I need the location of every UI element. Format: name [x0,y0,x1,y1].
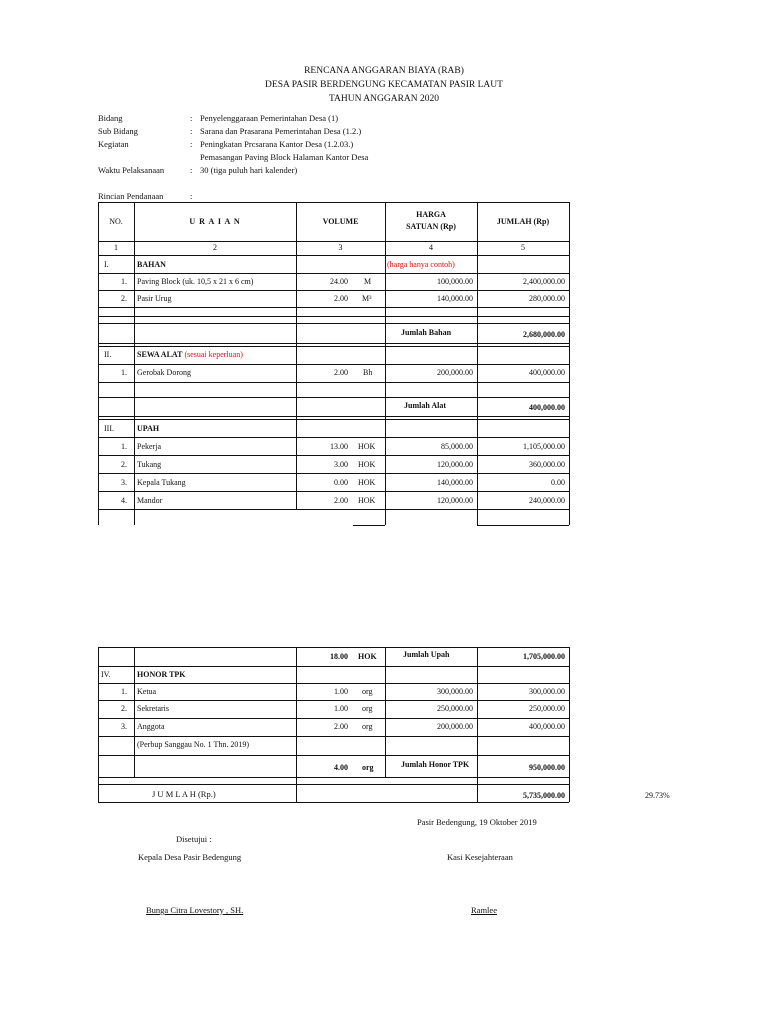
item-unit: M³ [362,294,372,303]
sub-bidang-label: Sub Bidang [98,126,138,136]
subtotal-value: 2,680,000.00 [523,330,565,339]
item-unit: org [362,722,373,731]
section-note: (sesuai keperluan) [184,350,243,359]
col-number: 3 [338,243,343,252]
subtotal-value: 400,000.00 [529,403,565,412]
row-number: 3. [121,478,127,487]
section-number: III. [104,424,114,433]
subtotal-qty: 18.00 [330,652,348,661]
section-number: I. [104,260,109,269]
row-number: 2. [121,460,127,469]
doc-subtitle: DESA PASIR BERDENGUNG KECAMATAN PASIR LAUT [265,80,503,90]
sub-bidang-value: Sarana dan Prasarana Pemerintahan Desa (1.2.) [200,126,362,136]
item-qty: 13.00 [330,442,348,451]
row-number: 2. [121,704,127,713]
item-price: 140,000.00 [437,478,473,487]
col-number: 5 [521,243,525,252]
item-unit: HOK [358,442,376,451]
grand-total-label: J U M L A H (Rp.) [152,789,216,799]
item-total: 240,000.00 [529,496,565,505]
place-date: Pasir Bedengung, 19 Oktober 2019 [417,817,537,827]
item-qty: 2.00 [334,368,348,377]
item-price: 85,000.00 [441,442,473,451]
col-header-uraian: U R A I A N [189,217,241,226]
col-header-volume: VOLUME [322,217,359,226]
left-signatory-title: Kepala Desa Pasir Bedengung [138,852,242,862]
item-name: Gerobak Dorong [137,368,191,377]
item-qty: 1.00 [334,687,348,696]
kegiatan-value-2: Pemasangan Paving Block Halaman Kantor Desa [200,152,369,162]
item-qty: 2.00 [334,496,348,505]
item-unit: org [362,704,373,713]
row-number: 1. [121,368,127,377]
row-number: 4. [121,496,127,505]
bidang-value: Penyelenggaraan Pemerintahan Desa (1) [200,113,339,123]
item-unit: HOK [358,460,376,469]
subtotal-label: Jumlah Bahan [401,328,452,337]
item-price: 200,000.00 [437,368,473,377]
waktu-value: 30 (tiga puluh hari kalender) [200,165,298,175]
item-total: 360,000.00 [529,460,565,469]
item-name: Paving Block (uk. 10,5 x 21 x 6 cm) [137,277,254,286]
waktu-label: Waktu Pelaksanaan [98,165,165,175]
subtotal-qty: 4.00 [334,763,348,772]
item-name: Mandor [137,496,163,505]
colon: : [190,191,193,201]
item-name: Kepala Tukang [137,478,186,487]
item-price: 100,000.00 [437,277,473,286]
grand-total-value: 5,735,000.00 [523,791,565,800]
col-number: 2 [213,243,217,252]
kegiatan-value: Peningkatan Prcsarana Kantor Desa (1.2.03.) [200,139,354,149]
item-total: 400,000.00 [529,722,565,731]
colon: : [190,139,193,149]
subtotal-value: 1,705,000.00 [523,652,565,661]
item-qty: 24.00 [330,277,348,286]
item-qty: 3.00 [334,460,348,469]
subtotal-unit: org [362,763,374,772]
col-header-jumlah: JUMLAH (Rp) [496,217,550,226]
section-title-honor: HONOR TPK [137,670,186,679]
right-signatory-title: Kasi Kesejahteraan [447,852,513,862]
row-number: 1. [121,277,127,286]
item-unit: HOK [358,478,376,487]
doc-year: TAHUN ANGGARAN 2020 [328,94,440,104]
section-title-alat [137,350,243,359]
percentage-value: 29.73% [645,791,670,800]
item-qty: 2.00 [334,294,348,303]
subtotal-unit: HOK [358,652,377,661]
kegiatan-label: Kegiatan [98,139,129,149]
item-total: 2,400,000.00 [523,277,565,286]
subtotal-value: 950,000.00 [529,763,565,772]
price-note: (harga hanya contoh) [387,260,455,269]
item-price: 120,000.00 [437,460,473,469]
col-header-satuan: SATUAN (Rp) [406,222,456,231]
item-total: 280,000.00 [529,294,565,303]
item-total: 1,105,000.00 [523,442,565,451]
item-qty: 2.00 [334,722,348,731]
section-number: IV. [101,670,111,679]
item-name: Pasir Urug [137,294,172,303]
subtotal-label: Jumlah Honor TPK [401,760,470,769]
colon: : [190,113,193,123]
item-name: Ketua [137,687,157,696]
left-signatory-name: Bunga Citra Lovestory , SH. [146,905,244,915]
col-number: 4 [429,243,433,252]
item-price: 300,000.00 [437,687,473,696]
section-title-bahan: BAHAN [137,260,166,269]
item-qty: 0.00 [334,478,348,487]
item-qty: 1.00 [334,704,348,713]
approved-label: Disetujui : [176,834,212,844]
colon: : [190,126,193,136]
item-unit: Bh [363,368,373,377]
regulation-note: (Perbup Sanggau No. 1 Thn. 2019) [137,740,250,749]
item-unit: HOK [358,496,376,505]
item-total: 250,000.00 [529,704,565,713]
subtotal-label: Jumlah Alat [404,401,447,410]
subtotal-label: Jumlah Upah [403,650,450,659]
item-name: Sekretaris [137,704,169,713]
item-total: 400,000.00 [529,368,565,377]
item-name: Tukang [137,460,162,469]
item-price: 120,000.00 [437,496,473,505]
item-unit: org [362,687,373,696]
col-number: 1 [114,243,118,252]
section-title-upah: UPAH [137,424,160,433]
item-unit: M [364,277,372,286]
colon: : [190,165,193,175]
col-header-harga: HARGA [416,210,446,219]
item-price: 250,000.00 [437,704,473,713]
row-number: 3. [121,722,127,731]
item-total: 0.00 [551,478,565,487]
section-number: II. [104,350,112,359]
row-number: 1. [121,442,127,451]
right-signatory-name: Ramlee [471,905,497,915]
bidang-label: Bidang [98,113,123,123]
item-name: Pekerja [137,442,161,451]
section-title-text: SEWA ALAT [137,350,183,359]
item-price: 140,000.00 [437,294,473,303]
row-number: 2. [121,294,127,303]
item-price: 200,000.00 [437,722,473,731]
col-header-no: NO. [109,217,123,226]
item-total: 300,000.00 [529,687,565,696]
item-name: Anggota [137,722,165,731]
doc-title: RENCANA ANGGARAN BIAYA (RAB) [304,66,464,76]
row-number: 1. [121,687,127,696]
rincian-label: Rincian Pendanaan [98,191,164,201]
